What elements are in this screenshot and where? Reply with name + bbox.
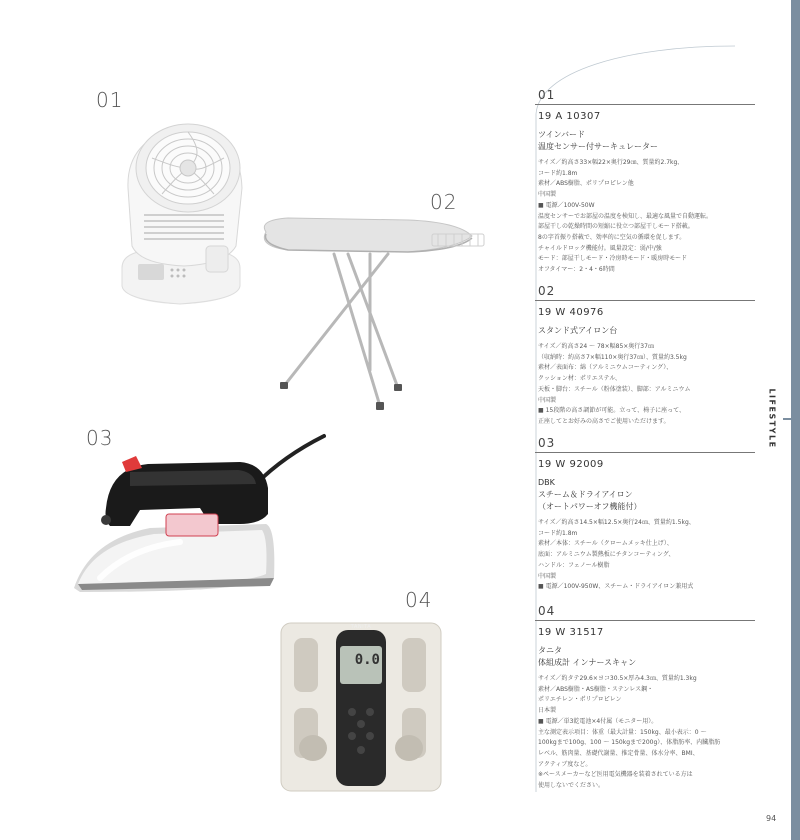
item-code: 19 A 10307 (538, 111, 601, 122)
image-number-01: 01 (96, 88, 124, 112)
scale-brand-label: TANITA (350, 624, 372, 630)
item-03 (538, 436, 758, 593)
item-number: 03 (535, 436, 755, 453)
page-number: 94 (766, 814, 777, 823)
item-description: サイズ／約高さ33×幅22×奥行29㎝、質量約2.7kg、 コード約1.8m 素材／ABS樹脂、ポリプロピレン他 中国製 ■ 電源／100V-50W 温度センサーでお部屋の温度を検知し、最適な風量で自動運転。 部屋干しの乾燥時間の短縮に役立つ部屋干しモード搭載。 8の字首振り搭載で、効率的に空気の循環を促します。 チャイルドロック機能付。風量設定：弱/中/強 モード：部屋干しモード・冷房時モード・暖房時モード オフタイマー：2・4・6時間 (538, 159, 713, 274)
item-number: 01 (535, 88, 755, 105)
item-02 (538, 284, 758, 428)
circulator-image (108, 118, 258, 308)
image-number-02: 02 (430, 190, 458, 214)
image-number-03: 03 (86, 426, 114, 450)
item-name: DBK スチーム＆ドライアイロン （オートパワーオフ機能付） (538, 478, 642, 511)
section-label-text: LIFESTYLE (767, 387, 777, 449)
item-number: 04 (535, 604, 755, 621)
item-01 (538, 88, 758, 276)
item-code: 19 W 92009 (538, 459, 604, 470)
item-description: サイズ／約高さ14.5×幅12.5×奥行24㎝、質量約1.5kg、 コード約1.8m 素材／本体：スチール（クロームメッキ仕上げ）、 底面：アルミニウム製熱板にチタンコーティング、 ハンドル：フェノール樹脂 中国製 ■ 電源／100V-950W、スチーム・ドライアイロン兼用式 (538, 519, 695, 591)
item-code: 19 W 31517 (538, 627, 604, 638)
item-04 (538, 604, 758, 792)
side-color-tab (791, 0, 800, 840)
item-description: サイズ／約タテ29.6×ヨコ30.5×厚み4.3㎝、質量約1.3kg 素材／ABS樹脂・AS樹脂・ステンレス鋼・ ポリエチレン・ポリプロピレン 日本製 ■ 電源／単3乾電池×4付属（モニター用）。 主な測定表示項目：体重（最大計量：150kg、最小表示：0 〜 100kgまで100g、100 〜 150kgまで200g）、体脂肪率、内臓脂肪 レベル、筋肉量、基礎代謝量、推定骨量、体水分率、BMI、 アクティブ度など。 ※ペースメーカーなど医用電気機器を装着されている方は 使用しないでください。 (538, 675, 721, 790)
item-number: 02 (535, 284, 755, 301)
item-name: ツインバード 温度センサー付サーキュレーター (538, 130, 658, 151)
item-name: スタンド式アイロン台 (538, 326, 618, 335)
item-code: 19 W 40976 (538, 307, 604, 318)
section-label (752, 387, 792, 449)
item-name: タニタ 体組成計 インナースキャン (538, 646, 637, 667)
scale-display-reading: 0.0 (354, 652, 380, 668)
body-scale-image (280, 622, 442, 792)
ironing-board-image (258, 210, 494, 418)
item-description: サイズ／約高さ24 〜 78×幅85×奥行37㎝ （収納時：約高さ7×幅110×奥行37㎝）、質量約3.5kg 素材／表面布：綿（アルミニウムコーティング）、 クッション材：ポリエステル、 天板・脚台：スチール（粉体塗装）、脚部：アルミニウム 中国製 ■ 15段階の高さ調節が可能。立って、椅子に座って、 正座してとお好みの高さでご使用いただけます。 (538, 343, 691, 425)
image-number-04: 04 (405, 588, 433, 612)
steam-iron-image (70, 428, 326, 598)
